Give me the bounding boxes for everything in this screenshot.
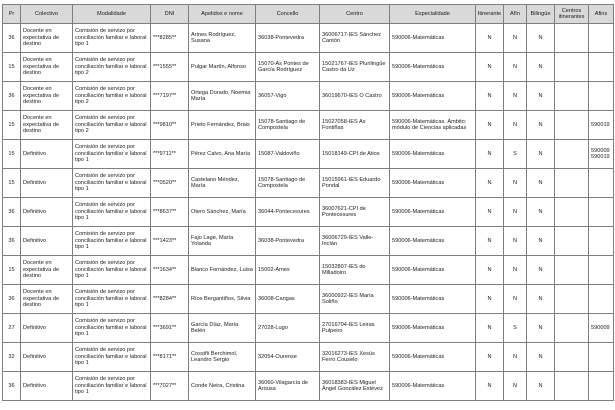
- cell-modalidade: Comisión de servizo por conciliación familiar e laboral tipo 2: [73, 53, 151, 82]
- cell-centros-itinerantes: [555, 53, 589, 82]
- cell-afin: N: [504, 111, 527, 140]
- cell-especialidade: 590006-Matemáticas: [390, 140, 476, 169]
- cell-especialidade: 590006-Matemáticas. Ámbito: módulo de Ciencias aplicadas: [390, 111, 476, 140]
- table-row: [3, 256, 614, 285]
- cell-especialidade: 590006-Matemáticas: [390, 24, 476, 53]
- cell-centros-itinerantes: [555, 169, 589, 198]
- cell-dni: ***1634**: [151, 256, 189, 285]
- cell-afin: N: [504, 256, 527, 285]
- cell-dni: ***7197**: [151, 82, 189, 111]
- cell-pr: 32: [3, 343, 21, 372]
- cell-pr: 36: [3, 227, 21, 256]
- cell-modalidade: Comisión de servizo por conciliación familiar e laboral tipo 1: [73, 198, 151, 227]
- cell-colectivo: Docente en expectativa de destino: [21, 53, 73, 82]
- cell-apelidos: García Díaz, María Belén: [189, 314, 256, 343]
- table-row: [3, 372, 614, 401]
- cell-especialidade: 590006-Matemáticas: [390, 285, 476, 314]
- cell-afins: [589, 198, 614, 227]
- table-row: [3, 227, 614, 256]
- header-afin: Afín: [504, 5, 527, 24]
- cell-especialidade: 590006-Matemáticas: [390, 82, 476, 111]
- cell-centro: 15015961-IES Eduardo Pondal: [320, 169, 390, 198]
- cell-modalidade: Comisión de servizo por conciliación familiar e laboral tipo 1: [73, 314, 151, 343]
- cell-colectivo: Docente en expectativa de destino: [21, 285, 73, 314]
- cell-colectivo: Definitivo: [21, 198, 73, 227]
- cell-centros-itinerantes: [555, 314, 589, 343]
- header-concello: Concello: [256, 5, 320, 24]
- cell-afins: [589, 82, 614, 111]
- cell-apelidos: Conde Neira, Cristina: [189, 372, 256, 401]
- cell-apelidos: Prieto Fernández, Brais: [189, 111, 256, 140]
- cell-especialidade: 590006-Matemáticas: [390, 198, 476, 227]
- cell-afins: [589, 285, 614, 314]
- cell-concello: 36060-Vilagarcía de Arousa: [256, 372, 320, 401]
- cell-bilingue: N: [527, 314, 555, 343]
- cell-centros-itinerantes: [555, 372, 589, 401]
- table-row: [3, 82, 614, 111]
- cell-centro: 36007621-CPI de Pontecesures: [320, 198, 390, 227]
- cell-pr: 15: [3, 140, 21, 169]
- cell-concello: 15087-Valdoviño: [256, 140, 320, 169]
- cell-concello: 36057-Vigo: [256, 82, 320, 111]
- cell-modalidade: Comisión de servizo por conciliación familiar e laboral tipo 1: [73, 372, 151, 401]
- cell-centros-itinerantes: [555, 343, 589, 372]
- cell-concello: 36044-Pontecesures: [256, 198, 320, 227]
- cell-itinerante: N: [476, 285, 504, 314]
- cell-dni: ***8637**: [151, 198, 189, 227]
- cell-bilingue: N: [527, 140, 555, 169]
- cell-afin: N: [504, 24, 527, 53]
- cell-especialidade: 590006-Matemáticas: [390, 372, 476, 401]
- cell-apelidos: Cossiñi Berchimol, Leandro Sergio: [189, 343, 256, 372]
- cell-bilingue: N: [527, 256, 555, 285]
- cell-dni: ***8285**: [151, 24, 189, 53]
- cell-especialidade: 590006-Matemáticas: [390, 53, 476, 82]
- table-row: [3, 285, 614, 314]
- cell-colectivo: Definitivo: [21, 169, 73, 198]
- cell-afin: N: [504, 343, 527, 372]
- cell-dni: ***3691**: [151, 314, 189, 343]
- cell-dni: ***7027**: [151, 372, 189, 401]
- cell-dni: ***8171**: [151, 343, 189, 372]
- header-especialidade: Especialidade: [390, 5, 476, 24]
- cell-apelidos: Blanco Fernández, Luisa: [189, 256, 256, 285]
- cell-bilingue: N: [527, 285, 555, 314]
- cell-itinerante: N: [476, 140, 504, 169]
- cell-dni: ***8284**: [151, 285, 189, 314]
- cell-modalidade: Comisión de servizo por conciliación familiar e laboral tipo 2: [73, 111, 151, 140]
- cell-concello: 15078-Santiago de Compostela: [256, 169, 320, 198]
- cell-afins: [589, 372, 614, 401]
- cell-dni: ***9810**: [151, 111, 189, 140]
- header-modalidade: Modalidade: [73, 5, 151, 24]
- cell-itinerante: N: [476, 372, 504, 401]
- cell-itinerante: N: [476, 343, 504, 372]
- cell-bilingue: N: [527, 53, 555, 82]
- header-pr: Pr: [3, 5, 21, 24]
- cell-afin: S: [504, 314, 527, 343]
- header-centros-itinerantes: Centros itinerantes: [555, 5, 589, 24]
- cell-apelidos: Otero Sánchez, María: [189, 198, 256, 227]
- cell-concello: 36038-Pontevedra: [256, 227, 320, 256]
- cell-itinerante: N: [476, 82, 504, 111]
- header-itinerante: Itinerante: [476, 5, 504, 24]
- table-row: [3, 53, 614, 82]
- cell-bilingue: N: [527, 169, 555, 198]
- cell-pr: 15: [3, 256, 21, 285]
- cell-afin: N: [504, 53, 527, 82]
- cell-itinerante: N: [476, 169, 504, 198]
- cell-itinerante: N: [476, 24, 504, 53]
- cell-pr: 27: [3, 314, 21, 343]
- cell-pr: 36: [3, 285, 21, 314]
- cell-modalidade: Comisión de servizo por conciliación familiar e laboral tipo 1: [73, 24, 151, 53]
- cell-apelidos: Arines Rodríguez, Susana: [189, 24, 256, 53]
- cell-afins: [589, 227, 614, 256]
- cell-afins: [589, 343, 614, 372]
- cell-bilingue: N: [527, 82, 555, 111]
- cell-pr: 15: [3, 111, 21, 140]
- cell-afin: N: [504, 285, 527, 314]
- cell-colectivo: Definitivo: [21, 227, 73, 256]
- cell-pr: 36: [3, 198, 21, 227]
- cell-especialidade: 590006-Matemáticas: [390, 227, 476, 256]
- cell-centro: 36019670-IES O Castro: [320, 82, 390, 111]
- cell-centros-itinerantes: [555, 24, 589, 53]
- table-row: [3, 111, 614, 140]
- cell-modalidade: Comisión de servizo por conciliación familiar e laboral tipo 1: [73, 227, 151, 256]
- table-row: [3, 169, 614, 198]
- cell-afins: 590019: [589, 111, 614, 140]
- cell-dni: ***0520**: [151, 169, 189, 198]
- cell-colectivo: Docente en expectativa de destino: [21, 111, 73, 140]
- cell-modalidade: Comisión de servizo por conciliación familiar e laboral tipo 1: [73, 285, 151, 314]
- cell-modalidade: Comisión de servizo por conciliación familiar e laboral tipo 1: [73, 256, 151, 285]
- cell-colectivo: Docente en expectativa de destino: [21, 24, 73, 53]
- cell-concello: 15078-Santiago de Compostela: [256, 111, 320, 140]
- cell-afin: N: [504, 372, 527, 401]
- cell-pr: 36: [3, 24, 21, 53]
- cell-modalidade: Comisión de servizo por conciliación familiar e laboral tipo 1: [73, 169, 151, 198]
- cell-apelidos: Ortega Dorado, Noemia María: [189, 82, 256, 111]
- cell-centros-itinerantes: [555, 256, 589, 285]
- cell-itinerante: N: [476, 53, 504, 82]
- cell-colectivo: Docente en expectativa de destino: [21, 82, 73, 111]
- table-body: [3, 24, 614, 401]
- cell-centros-itinerantes: [555, 285, 589, 314]
- cell-centro: 36006729-IES Valle-Inclán: [320, 227, 390, 256]
- table-row: [3, 140, 614, 169]
- cell-modalidade: Comisión de servizo por conciliación familiar e laboral tipo 2: [73, 82, 151, 111]
- cell-dni: ***9711**: [151, 140, 189, 169]
- cell-afin: N: [504, 198, 527, 227]
- cell-afin: N: [504, 169, 527, 198]
- cell-pr: 36: [3, 82, 21, 111]
- cell-colectivo: Definitivo: [21, 343, 73, 372]
- cell-centro: 27016704-IES Leiras Pulpeiro: [320, 314, 390, 343]
- cell-apelidos: Pérez Calvo, Ana María: [189, 140, 256, 169]
- cell-afins: 590009: [589, 314, 614, 343]
- cell-colectivo: Definitivo: [21, 140, 73, 169]
- cell-afin: N: [504, 82, 527, 111]
- cell-centro: 36000922-IES María Soliño: [320, 285, 390, 314]
- cell-bilingue: N: [527, 24, 555, 53]
- table-row: [3, 24, 614, 53]
- cell-afins: [589, 24, 614, 53]
- cell-dni: ***1423**: [151, 227, 189, 256]
- cell-bilingue: N: [527, 111, 555, 140]
- table-row: [3, 343, 614, 372]
- cell-centro: 15032807-IES do Milladoiro: [320, 256, 390, 285]
- cell-itinerante: N: [476, 314, 504, 343]
- cell-centros-itinerantes: [555, 82, 589, 111]
- cell-colectivo: Definitivo: [21, 314, 73, 343]
- cell-pr: 15: [3, 53, 21, 82]
- cell-centro: 15018149-CPI de Atios: [320, 140, 390, 169]
- header-dni: DNI: [151, 5, 189, 24]
- header-afins: Afins: [589, 5, 614, 24]
- table-row: [3, 198, 614, 227]
- cell-pr: 36: [3, 372, 21, 401]
- cell-afins: [589, 53, 614, 82]
- cell-centros-itinerantes: [555, 198, 589, 227]
- cell-concello: 36008-Cangas: [256, 285, 320, 314]
- cell-itinerante: N: [476, 198, 504, 227]
- cell-bilingue: N: [527, 198, 555, 227]
- cell-centros-itinerantes: [555, 111, 589, 140]
- cell-itinerante: N: [476, 256, 504, 285]
- cell-especialidade: 590006-Matemáticas: [390, 314, 476, 343]
- cell-concello: 15002-Ames: [256, 256, 320, 285]
- cell-concello: 36038-Pontevedra: [256, 24, 320, 53]
- cell-bilingue: N: [527, 372, 555, 401]
- cell-concello: 15070-As Pontes de García Rodríguez: [256, 53, 320, 82]
- cell-apelidos: Ríos Bergantiños, Silvia: [189, 285, 256, 314]
- cell-itinerante: N: [476, 227, 504, 256]
- cell-pr: 15: [3, 169, 21, 198]
- cell-bilingue: N: [527, 227, 555, 256]
- cell-especialidade: 590006-Matemáticas: [390, 169, 476, 198]
- cell-centros-itinerantes: [555, 140, 589, 169]
- cell-afin: S: [504, 140, 527, 169]
- cell-afin: N: [504, 227, 527, 256]
- cell-especialidade: 590006-Matemáticas: [390, 256, 476, 285]
- table-row: [3, 314, 614, 343]
- header-bilingue: Bilingüe: [527, 5, 555, 24]
- cell-centros-itinerantes: [555, 227, 589, 256]
- cell-apelidos: Pulgar Martín, Alfonso: [189, 53, 256, 82]
- cell-concello: 32054-Ourense: [256, 343, 320, 372]
- cell-colectivo: Definitivo: [21, 372, 73, 401]
- cell-bilingue: N: [527, 343, 555, 372]
- cell-apelidos: Fajo Lage, María Yolanda: [189, 227, 256, 256]
- cell-apelidos: Castelano Méndez, María: [189, 169, 256, 198]
- cell-centro: 32016273-IES Xesús Ferro Couselo: [320, 343, 390, 372]
- cell-modalidade: Comisión de servizo por conciliación familiar e laboral tipo 1: [73, 140, 151, 169]
- cell-colectivo: Docente en expectativa de destino: [21, 256, 73, 285]
- cell-itinerante: N: [476, 111, 504, 140]
- cell-afins: [589, 169, 614, 198]
- header-colectivo: Colectivo: [21, 5, 73, 24]
- header-centro: Centro: [320, 5, 390, 24]
- cell-dni: ***1555**: [151, 53, 189, 82]
- cell-centro: 36018383-IES Miguel Ángel González Estévez: [320, 372, 390, 401]
- header-apelidos: Apelidos e nome: [189, 5, 256, 24]
- cell-especialidade: 590006-Matemáticas: [390, 343, 476, 372]
- table-header-row: [3, 5, 614, 24]
- assignments-table: [2, 4, 614, 401]
- cell-modalidade: Comisión de servizo por conciliación familiar e laboral tipo 1: [73, 343, 151, 372]
- cell-centro: 15021767-IES Plurilingüe Castro da Uz: [320, 53, 390, 82]
- cell-centro: 36006717-IES Sánchez Cantón: [320, 24, 390, 53]
- cell-concello: 27028-Lugo: [256, 314, 320, 343]
- cell-afins: 590009 590019: [589, 140, 614, 169]
- cell-afins: [589, 256, 614, 285]
- cell-centro: 15027058-IES As Fontiñas: [320, 111, 390, 140]
